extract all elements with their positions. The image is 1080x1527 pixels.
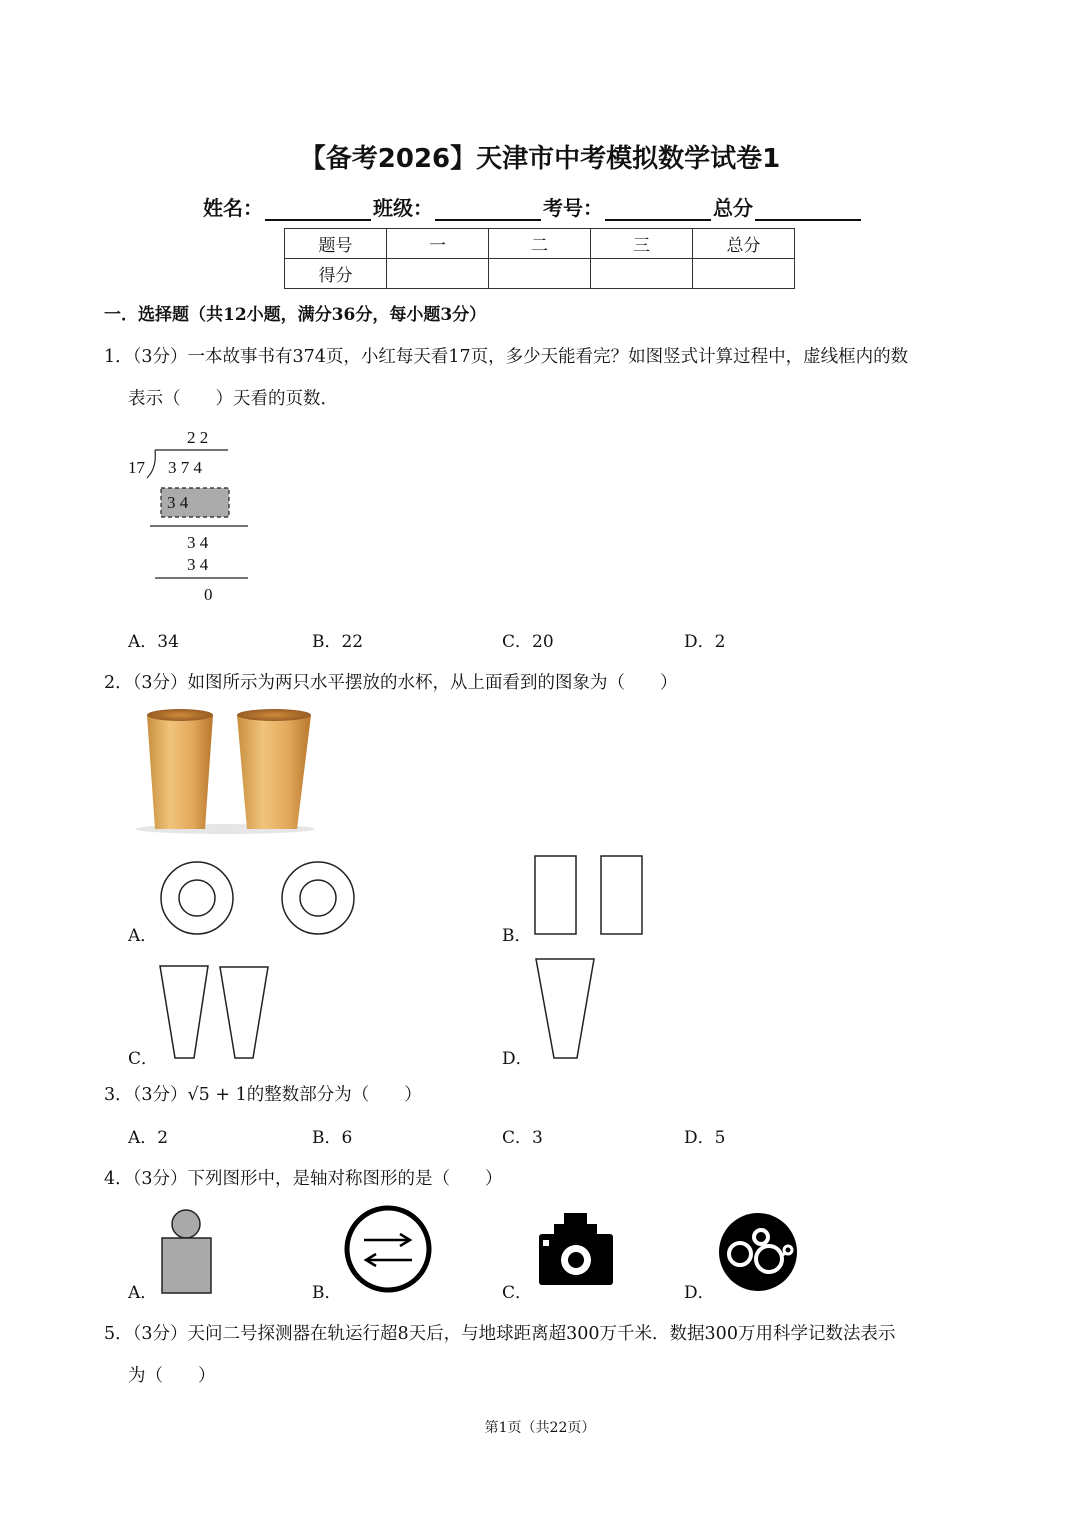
- score-cell[interactable]: [591, 259, 693, 289]
- q4-option-c[interactable]: C．: [502, 1283, 533, 1303]
- q1-option-b[interactable]: B．22: [312, 632, 364, 652]
- division-step1: 3 4: [167, 493, 189, 512]
- q2-stem: 2．（3分）如图所示为两只水平摆放的水杯，从上面看到的图象为（ ）: [104, 673, 678, 693]
- q1-stem-line1: 1．（3分）一本故事书有374页，小红每天看17页，多少天能看完？如图竖式计算过程中，虚线框内的数: [104, 347, 909, 367]
- q4-option-d-figure: [718, 1212, 800, 1294]
- q2-option-b[interactable]: B．: [502, 926, 532, 946]
- q4-stem: 4．（3分）下列图形中，是轴对称图形的是（ ）: [104, 1169, 503, 1189]
- score-cell[interactable]: [489, 259, 591, 289]
- page-footer: 第1页（共22页）: [484, 1420, 596, 1436]
- q3-option-a[interactable]: A．2: [128, 1128, 169, 1148]
- division-divisor: 17: [128, 458, 145, 477]
- q4-option-a[interactable]: A．: [128, 1283, 158, 1303]
- q3-suffix: 的整数部分为（ ）: [246, 1085, 422, 1105]
- division-lines: [0, 0, 1, 1]
- q4-option-a-figure: [160, 1208, 215, 1296]
- q5-stem-line2: 为（ ）: [128, 1366, 216, 1386]
- score-table-header-row: [285, 229, 795, 259]
- division-quotient: 2 2: [187, 428, 209, 447]
- q2-option-d[interactable]: D．: [502, 1049, 533, 1069]
- q1-option-d[interactable]: D．2: [684, 632, 726, 652]
- score-header-cell: 一: [387, 229, 489, 259]
- q3-math: √5 + 1: [187, 1085, 247, 1105]
- q5-stem-line1: 5．（3分）天问二号探测器在轨运行超8天后，与地球距离超300万千米．数据300万用科学记数法表示: [104, 1324, 896, 1344]
- q2-option-a[interactable]: A．: [128, 926, 158, 946]
- division-step2: 3 4: [187, 555, 209, 574]
- division-dividend: 3 7 4: [168, 458, 202, 477]
- q2-option-c-figure: [158, 963, 273, 1063]
- q4-option-d[interactable]: D．: [684, 1283, 715, 1303]
- q4-option-c-figure: [537, 1210, 617, 1290]
- score-header-cell: 总分: [693, 229, 795, 259]
- total-field[interactable]: [755, 197, 861, 221]
- score-header-cell: 二: [489, 229, 591, 259]
- total-label: 总分: [713, 196, 753, 220]
- score-row-label: 得分: [285, 259, 387, 289]
- q3-option-b[interactable]: B．6: [312, 1128, 353, 1148]
- number-field[interactable]: [605, 197, 711, 221]
- student-info: [203, 192, 863, 221]
- q2-option-c[interactable]: C．: [128, 1049, 159, 1069]
- name-label: 姓名：: [203, 196, 263, 220]
- number-label: 考号：: [543, 196, 603, 220]
- score-header-cell: 三: [591, 229, 693, 259]
- q2-option-b-figure: [534, 855, 654, 940]
- score-header-cell: 题号: [285, 229, 387, 259]
- q2-option-d-figure: [534, 957, 599, 1062]
- q3-option-c[interactable]: C．3: [502, 1128, 543, 1148]
- q2-option-a-figure: [160, 860, 360, 940]
- q3-option-d[interactable]: D．5: [684, 1128, 726, 1148]
- q3-prefix: 3．（3分）: [104, 1085, 188, 1105]
- q1-option-a[interactable]: A．34: [128, 632, 179, 652]
- class-label: 班级：: [373, 196, 433, 220]
- q3-stem: [104, 1081, 422, 1106]
- q4-option-b-figure: [344, 1205, 434, 1295]
- wooden-cups-image: [125, 705, 320, 835]
- score-cell[interactable]: [387, 259, 489, 289]
- division-remainder: 3 4: [187, 533, 209, 552]
- q1-stem-line2: 表示（ ）天看的页数．: [128, 389, 338, 409]
- score-cell[interactable]: [693, 259, 795, 289]
- class-field[interactable]: [435, 197, 541, 221]
- division-final: 0: [204, 585, 213, 604]
- name-field[interactable]: [265, 197, 371, 221]
- score-table-score-row: [285, 259, 795, 289]
- score-table: [284, 228, 795, 289]
- section-heading: 一．选择题（共12小题，满分36分，每小题3分）: [104, 305, 487, 325]
- page-title: 【备考2026】天津市中考模拟数学试卷1: [299, 144, 781, 174]
- q1-option-c[interactable]: C．20: [502, 632, 554, 652]
- q4-option-b[interactable]: B．: [312, 1283, 342, 1303]
